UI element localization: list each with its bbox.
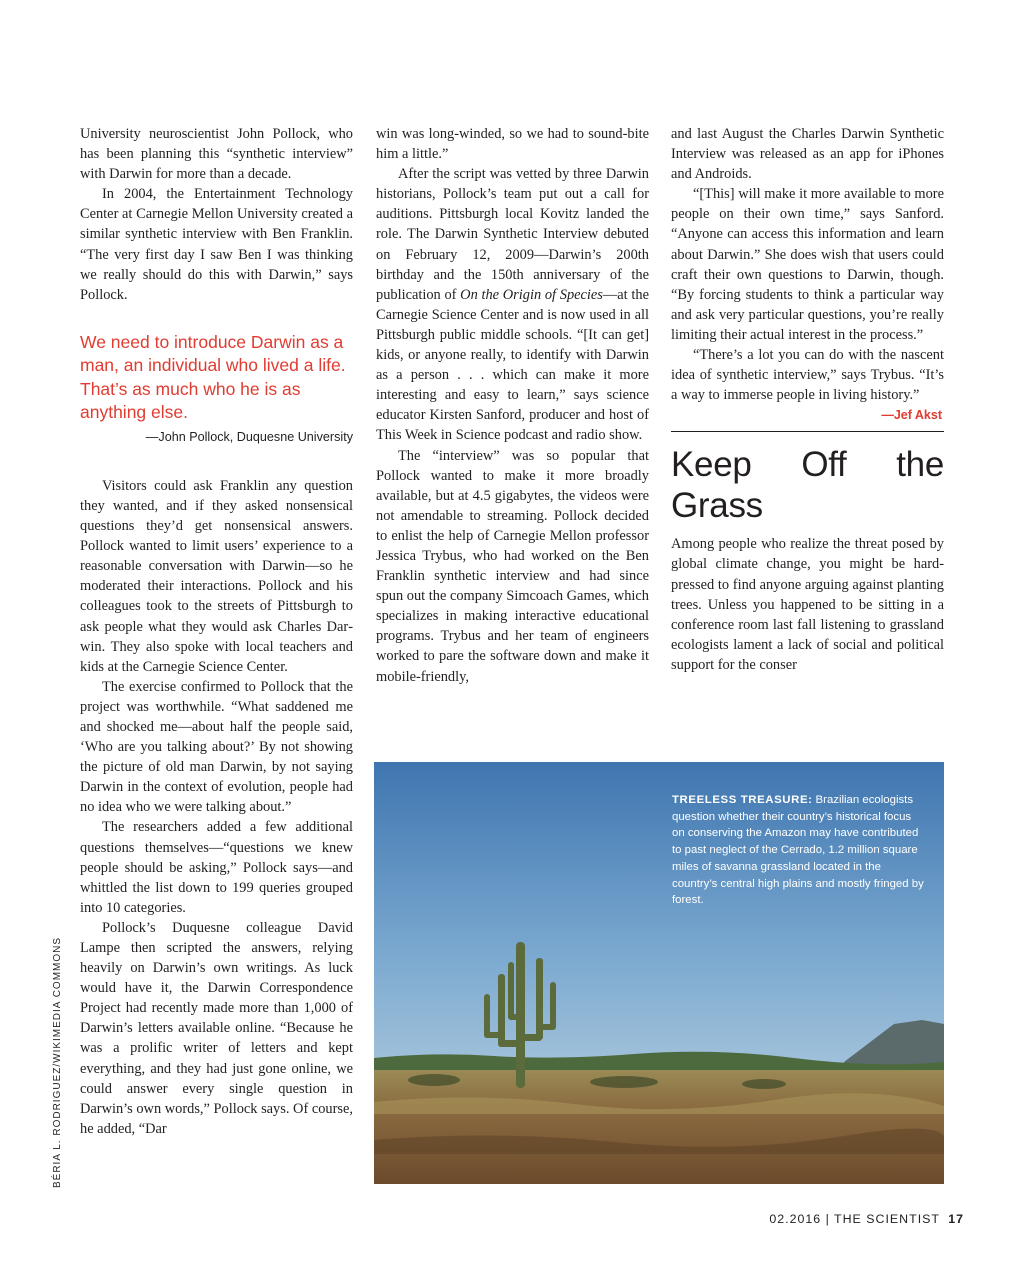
article-column-1 bbox=[80, 124, 353, 1139]
body-text: “There’s a lot you can do with the nascent idea of synthetic interview,” says Trybus. “It’s a way to immerse people in living history.” bbox=[671, 347, 944, 404]
article-column-3 bbox=[671, 124, 944, 675]
body-paragraph: University neuroscientist John Pollock, who has been planning this “synthetic interview” with Darwin for more than a decade. bbox=[80, 126, 353, 183]
author-byline: —Jef Akst bbox=[881, 408, 942, 423]
page-folio bbox=[769, 1212, 964, 1226]
body-paragraph: In 2004, the Entertainment Technology Center at Carnegie Mellon University created a similar synthetic interview with Ben Franklin. “The very first day I saw Ben I was thinking we really should do this with Darwin,” says Pollock. bbox=[80, 186, 353, 303]
savanna-ground bbox=[374, 1070, 944, 1184]
body-paragraph: The researchers added a few additional questions themselves—“questions we knew people should be asking,” Pollock says—and whittled the list down to 199 queries grouped into 10 categories. bbox=[80, 819, 353, 916]
photo-credit: BÉRIA L. RODRIGUEZ/WIKIMEDIA COMMONS bbox=[52, 936, 63, 1188]
article-column-2 bbox=[376, 124, 649, 687]
page-number: 17 bbox=[948, 1212, 964, 1226]
body-paragraph: Visitors could ask Franklin any question they wanted, and if they asked nonsensical questions they’d get nonsensical answers. Pollock wanted to limit users’ experience to a reasonable conversation with Darwin—so he moderated their interactions. Pollock and his colleagues took to the streets of Pittsburgh to ask people what they would ask Charles Darwin. They also spoke with local teachers and kids at the Carnegie Science Center. bbox=[80, 477, 353, 675]
body-paragraph: and last August the Charles Darwin Synthetic Interview was released as an app for iPhones and Androids. bbox=[671, 126, 944, 183]
caption-label: TREELESS TREASURE: bbox=[672, 794, 813, 806]
book-title: On the Origin of Species bbox=[460, 286, 603, 303]
body-paragraph bbox=[376, 164, 649, 445]
article-headline: Keep Off the Grass bbox=[671, 445, 944, 526]
body-paragraph: win was long-winded, so we had to sound-bite him a little.” bbox=[376, 126, 649, 163]
body-paragraph: “[This] will make it more available to more people on their own time,” says Sanford. “Anyone can access this information and learn about Darwin.” She does wish that users could craft their own questions to Darwin, though. “By forcing students to think a particular way and ask very particular questions, you’re really limiting their actual interest in the process.” bbox=[671, 186, 944, 343]
caption-text: Brazilian ecologists question whether their country’s historical focus on conserving the Amazon may have contributed to past neglect of the Cerrado, 1.2 million square miles of savanna grassland located in the country’s central high plains and mostly fringed by forest. bbox=[672, 794, 924, 907]
body-paragraph: The exercise confirmed to Pollock that the project was worthwhile. “What saddened me and shocked me—about half the people said, ‘Who are you talking about?’ By not showing the picture of old man Darwin, by not saying Darwin in the context of evolution, people had no idea who we were talking about.” bbox=[80, 678, 353, 816]
body-paragraph bbox=[671, 345, 944, 423]
photo-caption bbox=[672, 792, 924, 909]
body-paragraph: Among people who realize the threat posed by global climate change, you might be hard-pressed to find anyone arguing against planting trees. Unless you happened to be sitting in a conference room last fall listening to grassland ecologists lament a lack of social and political support for the conser bbox=[671, 536, 944, 673]
pull-quote: We need to introduce Darwin as a man, an individual who lived a life. That’s as much who he is as anything else. bbox=[80, 331, 346, 423]
cerrado-photo bbox=[374, 762, 944, 1184]
body-text: After the script was vetted by three Darwin historians, Pollock’s team put out a call for auditions. Pittsburgh local Kovitz landed the role. The Darwin Synthetic Interview debuted on February 12, 2009—Darwin’s 200th birthday and the 150th anniversary of the publication of bbox=[376, 166, 649, 303]
body-paragraph: The “interview” was so popular that Pollock wanted to make it more broadly available, but at 4.5 gigabytes, the videos were not amendable to streaming. Pollock decided to enlist the help of Carnegie Mellon professor Jessica Trybus, who had worked on the Ben Franklin synthetic interview and had since spun out the company Simcoach Games, which specializes in making interactive educational programs. Trybus and her team of engineers worked to pare the software down and make it mobile-friendly, bbox=[376, 447, 649, 685]
pull-quote-attribution: —John Pollock, Duquesne University bbox=[145, 429, 353, 444]
issue-label: 02.2016 | THE SCIENTIST bbox=[769, 1212, 940, 1226]
body-paragraph: Pollock’s Duquesne colleague David Lampe then scripted the answers, relying heavily on Darwin’s own writings. As luck would have it, the Darwin Correspondence Project had recently made more than 1,000 of Darwin’s letters available online. “Because he was a prolific writer of letters and kept everything, and they had just gone online, we could answer every single question in Darwin’s own words,” Pollock says. Of course, he added, “Dar bbox=[80, 919, 353, 1137]
section-divider bbox=[671, 431, 944, 432]
body-text: —at the Carnegie Science Center and is now used in all Pittsburgh public middle schools. “[It can get] kids, or anyone really, to identify with Darwin as a person . . . which can make it more interesting and easy to learn,” says science educator Kirsten Sanford, producer and host of This Week in Science podcast and radio show. bbox=[376, 286, 649, 444]
